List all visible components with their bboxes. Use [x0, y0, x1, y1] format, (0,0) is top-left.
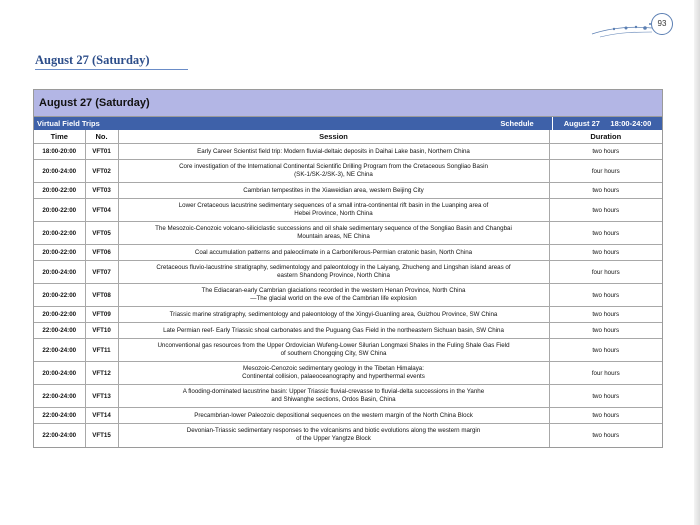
- row-duration: two hours: [549, 339, 662, 362]
- col-no-header: No.: [85, 130, 118, 144]
- row-duration: two hours: [549, 385, 662, 408]
- table-row: [34, 323, 662, 339]
- row-session: Devonian-Triassic sedimentary responses to the volcanisms and biotic evolutions along the western margin of the Upper Yangtze Block: [118, 424, 549, 447]
- page-edge: [694, 0, 700, 525]
- page-number: 93: [651, 13, 673, 35]
- row-session: Unconventional gas resources from the Upper Ordovician Wufeng-Lower Silurian Longmaxi Shales in the Fuling Shale Gas Field of southern Chongqing City, SW China: [118, 339, 549, 362]
- row-number: VFT10: [85, 323, 118, 339]
- table-row: [34, 307, 662, 323]
- row-duration: two hours: [549, 199, 662, 222]
- section-title-underline: [35, 69, 188, 70]
- row-duration: two hours: [549, 183, 662, 199]
- table-row: [34, 160, 662, 183]
- event-type-label: Virtual Field Trips: [37, 119, 100, 128]
- row-session: Late Permian reef- Early Triassic shoal carbonates and the Puguang Gas Field in the northeastern Sichuan basin, SW China: [118, 323, 549, 339]
- row-time: 20:00-22:00: [34, 307, 85, 323]
- table-row: [34, 385, 662, 408]
- row-duration: two hours: [549, 222, 662, 245]
- row-time: 20:00-22:00: [34, 284, 85, 307]
- table-header-row: [34, 130, 662, 144]
- row-duration: two hours: [549, 424, 662, 447]
- row-number: VFT03: [85, 183, 118, 199]
- row-number: VFT02: [85, 160, 118, 183]
- row-session: Cambrian tempestites in the Xiaweidian area, western Beijing City: [118, 183, 549, 199]
- row-session: The Mesozoic-Cenozoic volcano-siliciclastic successions and oil shale sedimentary sequence of the Songliao Basin and Changbai Mountain areas, NE China: [118, 222, 549, 245]
- row-time: 22:00-24:00: [34, 408, 85, 424]
- row-duration: two hours: [549, 144, 662, 160]
- row-time: 22:00-24:00: [34, 385, 85, 408]
- table-row: [34, 284, 662, 307]
- row-number: VFT15: [85, 424, 118, 447]
- table-row: [34, 144, 662, 160]
- row-session: A flooding-dominated lacustrine basin: Upper Triassic fluvial-crevasse to fluvial-delta successions in the Yanhe and Shiwanghe sections, Ordos Basin, China: [118, 385, 549, 408]
- table-row: [34, 199, 662, 222]
- sessions-table: [34, 130, 662, 447]
- row-number: VFT14: [85, 408, 118, 424]
- day-header: August 27 (Saturday): [34, 90, 662, 117]
- row-time: 20:00-22:00: [34, 245, 85, 261]
- row-time: 20:00-24:00: [34, 261, 85, 284]
- row-time: 20:00-22:00: [34, 199, 85, 222]
- table-row: [34, 261, 662, 284]
- table-row: [34, 339, 662, 362]
- table-row: [34, 362, 662, 385]
- row-duration: four hours: [549, 160, 662, 183]
- row-time: 22:00-24:00: [34, 323, 85, 339]
- table-row: [34, 183, 662, 199]
- schedule-label: Schedule: [500, 119, 534, 128]
- table-row: [34, 245, 662, 261]
- row-number: VFT09: [85, 307, 118, 323]
- row-time: 22:00-24:00: [34, 339, 85, 362]
- row-number: VFT01: [85, 144, 118, 160]
- row-duration: four hours: [549, 362, 662, 385]
- row-duration: two hours: [549, 284, 662, 307]
- col-time-header: Time: [34, 130, 85, 144]
- row-time: 20:00-22:00: [34, 222, 85, 245]
- row-number: VFT07: [85, 261, 118, 284]
- table-row: [34, 222, 662, 245]
- row-session: Coal accumulation patterns and paleoclimate in a Carboniferous-Permian cratonic basin, North China: [118, 245, 549, 261]
- row-duration: two hours: [549, 408, 662, 424]
- schedule-table: [33, 89, 663, 448]
- row-number: VFT13: [85, 385, 118, 408]
- row-session: Early Career Scientist field trip: Modern fluvial-deltaic deposits in Daihai Lake basin, Northern China: [118, 144, 549, 160]
- section-title: August 27 (Saturday): [35, 53, 150, 67]
- row-session: Cretaceous fluvio-lacustrine stratigraphy, sedimentology and paleontology in the Laiyang, Zhucheng and Lingshan island areas of eastern Shandong Province, North China: [118, 261, 549, 284]
- row-number: VFT06: [85, 245, 118, 261]
- col-duration-header: Duration: [549, 130, 662, 144]
- row-time: 20:00-24:00: [34, 362, 85, 385]
- row-number: VFT05: [85, 222, 118, 245]
- row-time: 22:00-24:00: [34, 424, 85, 447]
- row-session: Core investigation of the International Continental Scientific Drilling Program from the Cretaceous Songliao Basin (SK-1/SK-2/SK-3), NE China: [118, 160, 549, 183]
- table-row: [34, 408, 662, 424]
- info-bar: [34, 117, 662, 130]
- row-session: Precambrian-lower Paleozoic depositional sequences on the western margin of the North China Block: [118, 408, 549, 424]
- row-duration: two hours: [549, 323, 662, 339]
- row-time: 20:00-22:00: [34, 183, 85, 199]
- row-session: The Ediacaran-early Cambrian glaciations recorded in the western Henan Province, North China —The glacial world on the eve of the Cambrian life explosion: [118, 284, 549, 307]
- row-number: VFT12: [85, 362, 118, 385]
- row-session: Lower Cretaceous lacustrine sedimentary sequences of a small intra-continental rift basin in the Luanping area of Hebei Province, North China: [118, 199, 549, 222]
- row-duration: two hours: [549, 245, 662, 261]
- row-duration: two hours: [549, 307, 662, 323]
- row-time: 18:00-20:00: [34, 144, 85, 160]
- table-row: [34, 424, 662, 447]
- row-time: 20:00-24:00: [34, 160, 85, 183]
- row-session: Mesozoic-Cenozoic sedimentary geology in the Tibetan Himalaya: Continental collision, palaeoceanography and hyperthermal events: [118, 362, 549, 385]
- row-session: Triassic marine stratigraphy, sedimentology and paleontology of the Xingyi-Guanling area, Guizhou Province, SW China: [118, 307, 549, 323]
- row-number: VFT11: [85, 339, 118, 362]
- row-duration: four hours: [549, 261, 662, 284]
- schedule-date-time: August 27 18:00-24:00: [552, 117, 662, 130]
- row-number: VFT08: [85, 284, 118, 307]
- row-number: VFT04: [85, 199, 118, 222]
- col-session-header: Session: [118, 130, 549, 144]
- table-body: [34, 144, 662, 447]
